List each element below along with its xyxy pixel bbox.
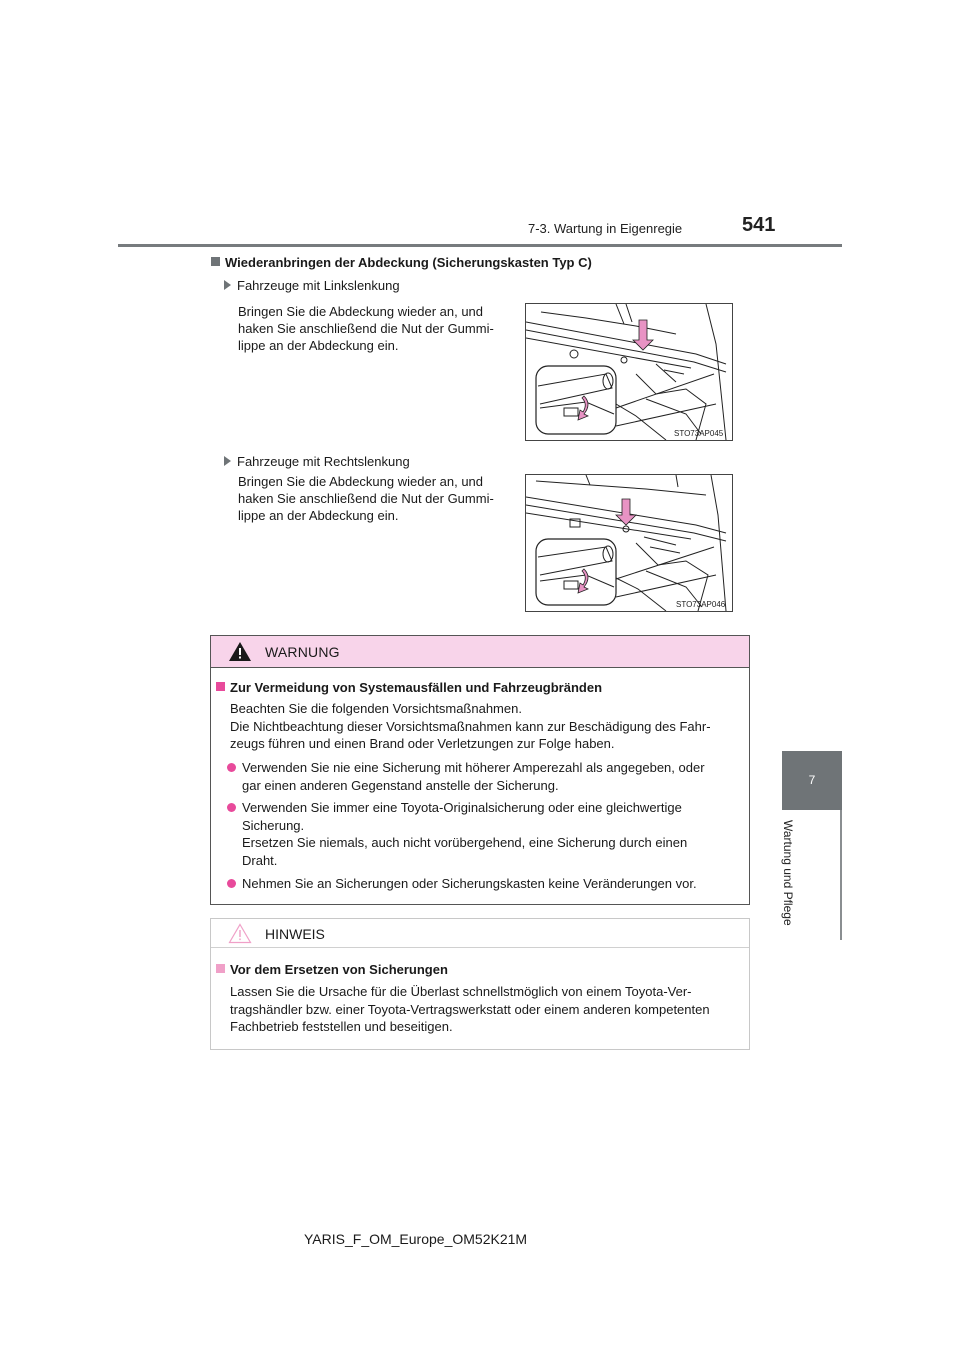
bullet-dot-icon bbox=[227, 879, 236, 888]
notice-heading: Vor dem Ersetzen von Sicherungen bbox=[216, 962, 448, 977]
figure-code-lhd: STO73AP045 bbox=[674, 429, 724, 438]
chapter-tab-line bbox=[840, 810, 842, 940]
warning-bullet: Nehmen Sie an Sicherungen oder Sicherungskasten keine Veränderungen vor. bbox=[227, 875, 745, 893]
item-text-rhd: Bringen Sie die Abdeckung wieder an, und haken Sie anschließend die Nut der Gummi- lippe an der Abdeckung ein. bbox=[238, 474, 494, 523]
item-text-lhd: Bringen Sie die Abdeckung wieder an, und haken Sie anschließend die Nut der Gummi- lippe an der Abdeckung ein. bbox=[238, 304, 494, 353]
figure-code-rhd: STO73AP046 bbox=[676, 600, 726, 609]
fuse-cover-rhd-illustration bbox=[526, 475, 732, 611]
figure-lhd bbox=[525, 303, 733, 441]
warning-bullet: Verwenden Sie immer eine Toyota-Originalsicherung oder eine gleichwertige Sicherung. Ersetzen Sie niemals, auch nicht vorübergehend, eine Sicherung durch einen Draht. bbox=[227, 799, 745, 869]
triangle-bullet-icon bbox=[224, 456, 231, 466]
notice-box bbox=[210, 918, 750, 1050]
warning-triangle-icon bbox=[228, 641, 252, 662]
triangle-bullet-icon bbox=[224, 280, 231, 290]
chapter-number: 7 bbox=[808, 773, 816, 787]
warning-box bbox=[210, 635, 750, 905]
section-title: 7-3. Wartung in Eigenregie bbox=[528, 221, 683, 236]
notice-title: HINWEIS bbox=[265, 926, 325, 942]
warning-bullet: Verwenden Sie nie eine Sicherung mit höherer Amperezahl als angegeben, oder gar einen anderen Gegenstand anstelle der Sicherung. bbox=[227, 759, 745, 794]
figure-rhd bbox=[525, 474, 733, 612]
square-bullet-icon bbox=[216, 964, 225, 973]
warning-heading: Zur Vermeidung von Systemausfällen und Fahrzeugbränden bbox=[216, 680, 602, 695]
fuse-cover-lhd-illustration bbox=[526, 304, 732, 440]
item-label-rhd: Fahrzeuge mit Rechtslenkung bbox=[224, 454, 410, 469]
square-bullet-icon bbox=[216, 682, 225, 691]
bullet-dot-icon bbox=[227, 803, 236, 812]
warning-header bbox=[211, 636, 749, 668]
notice-text: Lassen Sie die Ursache für die Überlast schnellstmöglich von einem Toyota-Ver- tragshändler bzw. einer Toyota-Vertragswerkstatt oder einem anderen kompetenten Fachbetrieb feststellen und beseitigen. bbox=[230, 984, 710, 1034]
bullet-dot-icon bbox=[227, 763, 236, 772]
notice-header bbox=[211, 919, 749, 948]
warning-intro: Beachten Sie die folgenden Vorsichtsmaßnahmen. Die Nichtbeachtung dieser Vorsichtsmaßnahmen kann zur Beschädigung des Fahr- zeugs führen und einen Brand oder Verletzungen zur Folge haben. bbox=[230, 701, 711, 751]
section-heading: Wiederanbringen der Abdeckung (Sicherungskasten Typ C) bbox=[211, 255, 592, 270]
header-rule bbox=[118, 244, 842, 247]
warning-title: WARNUNG bbox=[265, 644, 340, 660]
document-id: YARIS_F_OM_Europe_OM52K21M bbox=[304, 1231, 528, 1247]
item-label-lhd: Fahrzeuge mit Linkslenkung bbox=[224, 278, 400, 293]
square-bullet-icon bbox=[211, 257, 220, 266]
caution-outline-triangle-icon bbox=[228, 923, 252, 944]
page-number: 541 bbox=[742, 214, 776, 236]
